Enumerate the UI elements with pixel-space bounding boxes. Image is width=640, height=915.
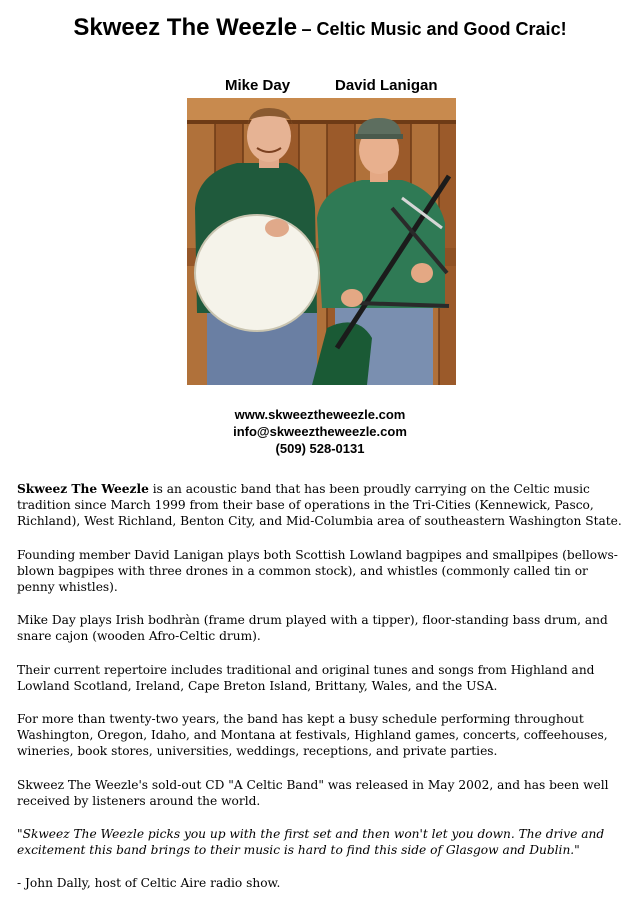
phone-number: (509) 528-0131 (275, 441, 365, 456)
band-photo (187, 98, 456, 385)
description (17, 481, 623, 909)
email-link[interactable]: info@skweeztheweezle.com (233, 424, 407, 439)
mike-paragraph: Mike Day plays Irish bodhràn (frame drum played with a tipper), floor-standing bass drum, and snare cajon (wooden Afro-Celtic drum). (17, 613, 608, 644)
name-david-lanigan: David Lanigan (335, 77, 438, 94)
quote-attribution: - John Dally, host of Celtic Aire radio show. (17, 876, 281, 891)
review-quote: "Skweez The Weezle picks you up with the first set and then won't let you down. The drive and excitement this band brings to their music is hard to find this side of Glasgow and Dublin." (17, 827, 605, 858)
name-mike-day: Mike Day (225, 77, 291, 94)
david-paragraph: Founding member David Lanigan plays both Scottish Lowland bagpipes and smallpipes (bellows-blown bagpipes with three drones in a common stock), and whistles (commonly called tin or penny whistles). (17, 547, 618, 595)
intro-paragraph (17, 481, 623, 530)
intro-text: is an acoustic band that has been proudly carrying on the Celtic music tradition since March 1999 from their base of operations in the Tri-Cities (Kennewick, Pasco, Richland), West Richland, Benton City, and Mid-Columbia area of southeastern Washington State. (17, 482, 622, 529)
tagline: – Celtic Music and Good Craic! (301, 19, 567, 39)
repertoire-paragraph: Their current repertoire includes traditional and original tunes and songs from Highland and Lowland Scotland, Ireland, Cape Breton Island, Brittany, Wales, and the USA. (17, 662, 595, 693)
intro-band-name: Skweez The Weezle (17, 482, 149, 496)
cd-paragraph: Skweez The Weezle's sold-out CD "A Celtic Band" was released in May 2002, and has been well received by listeners around the world. (17, 777, 609, 808)
photo-caption (0, 77, 640, 97)
website-link[interactable]: www.skweeztheweezle.com (234, 407, 406, 422)
performances-paragraph: For more than twenty-two years, the band has kept a busy schedule performing throughout Washington, Oregon, Idaho, and Montana at festivals, Highland games, concerts, coffeehouses, wineries, book stores, universities, weddings, receptions, and private parties. (17, 712, 608, 759)
page-title (0, 14, 640, 42)
band-name: Skweez The Weezle (73, 14, 298, 41)
contact-info (0, 406, 640, 457)
